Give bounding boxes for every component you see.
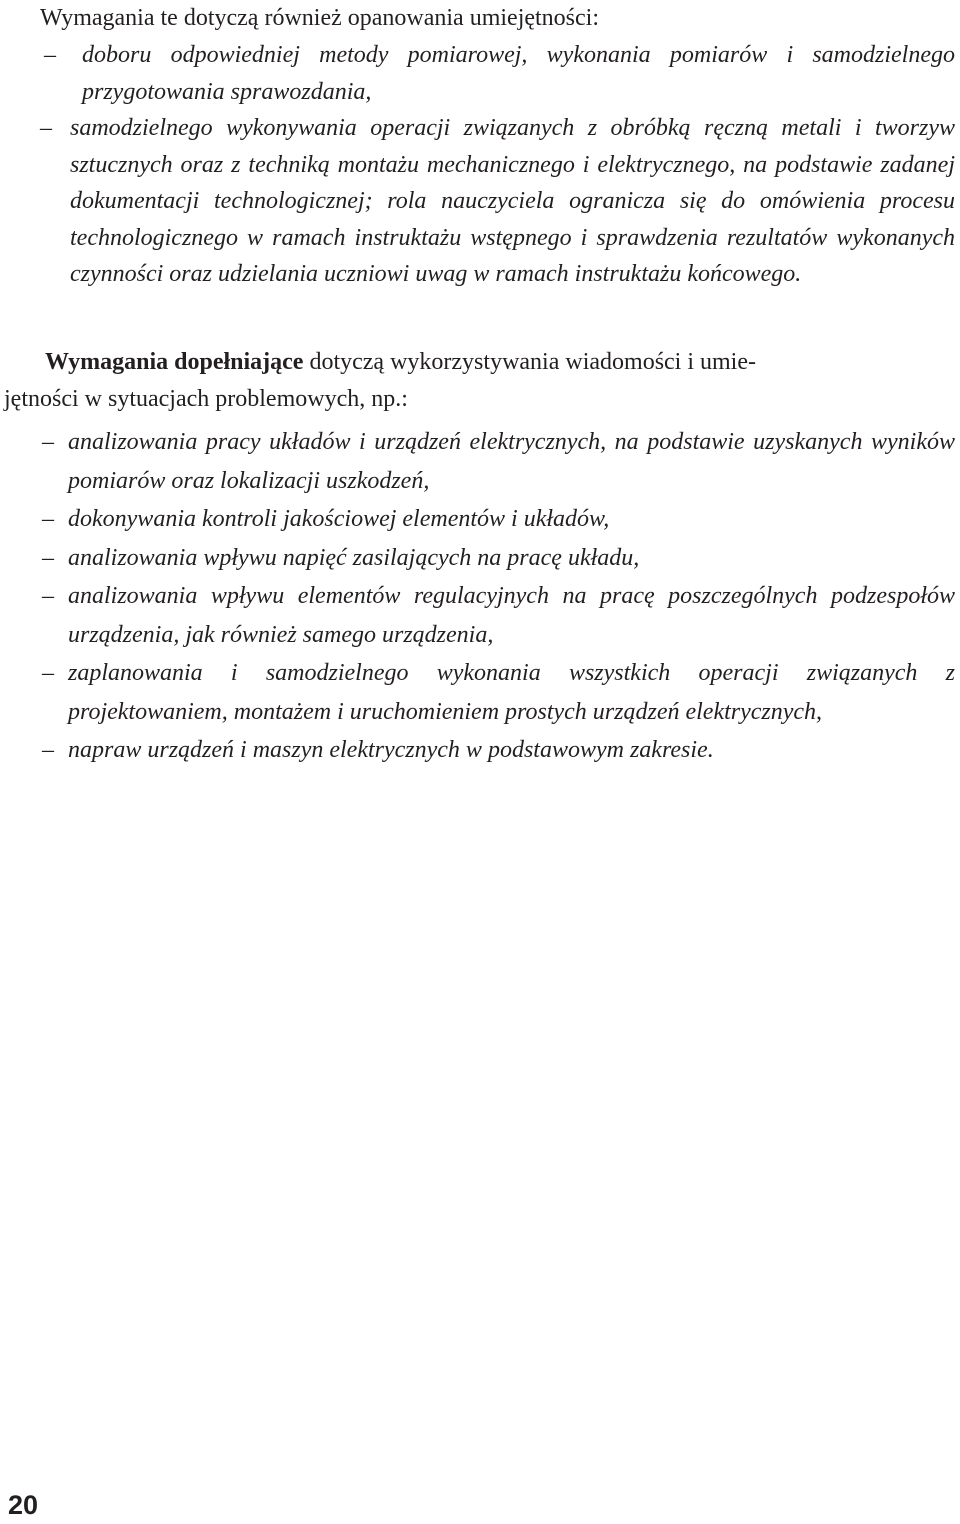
list-item: [0, 37, 960, 110]
list-item-text: doboru odpowiedniej metody pomiarowej, wykonania pomiarów i samodzielnego przygotowania sprawozdania,: [82, 42, 955, 105]
list-item-text: analizowania pracy układów i urządzeń elektrycznych, na podstawie uzyskanych wyników pomiarów oraz lokalizacji uszkodzeń,: [68, 429, 955, 494]
paragraph-rest: jętności w sytuacjach problemowych, np.:: [4, 385, 408, 412]
list-item-text: analizowania wpływu elementów regulacyjnych na pracę poszczególnych podzespołów urządzenia, jak również samego urządzenia,: [68, 583, 955, 648]
dash-bullet: –: [42, 737, 54, 763]
dash-bullet: –: [42, 660, 54, 686]
list-item-text: napraw urządzeń i maszyn elektrycznych w podstawowym zakresie.: [68, 737, 714, 763]
page-number: 20: [8, 1490, 39, 1520]
skills-list: [0, 37, 960, 293]
paragraph-first-line-text: dotyczą wykorzystywania wiadomości i umie-: [303, 349, 756, 375]
problem-skills-list: [0, 423, 960, 770]
list-item: [0, 539, 960, 578]
dash-bullet: –: [42, 544, 54, 571]
list-item: [0, 423, 960, 500]
list-item-text: samodzielnego wykonywania operacji związanych z obróbką ręczną metali i tworzyw sztucznych oraz z techniką montażu mechanicznego i elektrycznego, na podstawie zadanej dokumentacji technologicznej; rola nauczyciela ogranicza się do omówienia procesu technologicznego w ramach instruktażu wstępnego i sprawdzenia rezultatów wykonanych czynności oraz udzielania uczniowi uwag w ramach instruktażu końcowego.: [70, 115, 955, 287]
list-item-text: zaplanowania i samodzielnego wykonania wszystkich operacji związanych z projektowaniem, montażem i uruchomieniem prostych urządzeń elektrycznych,: [68, 660, 955, 725]
dash-bullet: –: [42, 429, 54, 455]
supplementary-requirements-paragraph: [0, 344, 955, 417]
list-item-text: dokonywania kontroli jakościowej elementów i układów,: [68, 506, 610, 532]
list-item: [0, 110, 960, 293]
intro-text: Wymagania te dotyczą również opanowania umiejętności:: [40, 5, 600, 31]
list-item: [0, 654, 960, 731]
list-item: [0, 731, 960, 770]
list-item: [0, 577, 960, 654]
dash-bullet: –: [42, 583, 54, 609]
paragraph-first-line: [45, 344, 955, 381]
bold-heading: Wymagania dopełniające: [45, 349, 304, 375]
dash-bullet: –: [44, 42, 56, 68]
dash-bullet: –: [42, 506, 54, 532]
list-item-text: analizowania wpływu napięć zasilających na pracę układu,: [68, 544, 640, 571]
list-item: [0, 500, 960, 539]
dash-bullet: –: [40, 115, 52, 141]
